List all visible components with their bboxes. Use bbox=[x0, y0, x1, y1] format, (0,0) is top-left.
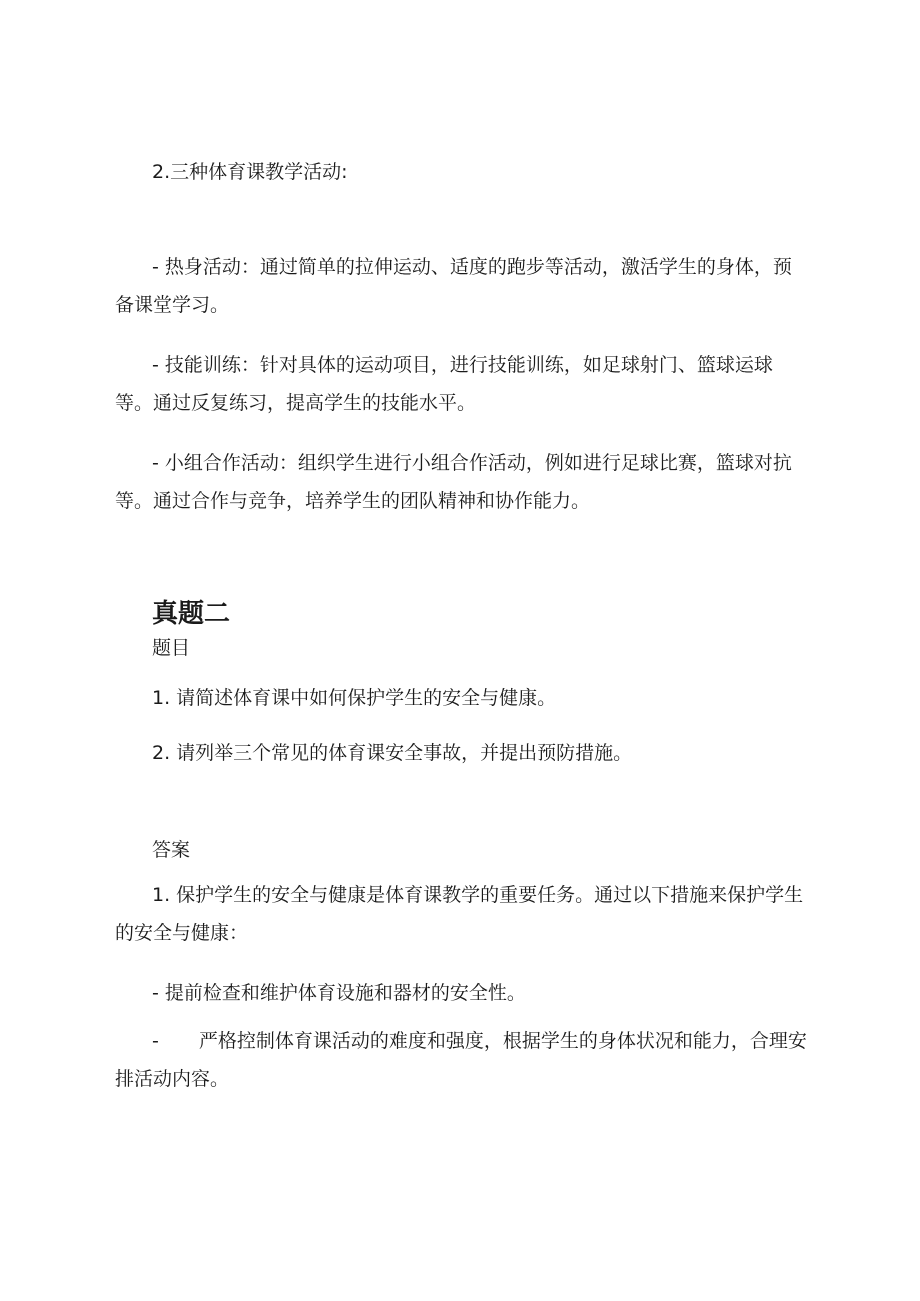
section-heading: 真题二 bbox=[152, 599, 231, 629]
answer-bullet-2-dash: - bbox=[152, 1030, 159, 1052]
answer-intro: 1. 保护学生的安全与健康是体育课教学的重要任务。通过以下措施来保护学生的安全与健康： bbox=[115, 884, 804, 944]
answer-bullet-2-text: 严格控制体育课活动的难度和强度，根据学生的身体状况和能力，合理安排活动内容。 bbox=[115, 1030, 807, 1090]
answer-bullet-2 bbox=[0, 1022, 920, 1098]
answer-label: 答案 bbox=[152, 839, 191, 861]
question-label: 题目 bbox=[152, 637, 191, 659]
answer-bullet-1: - 提前检查和维护体育设施和器材的安全性。 bbox=[152, 982, 526, 1004]
item-2-title: 2.三种体育课教学活动: bbox=[152, 161, 348, 183]
bullet-warmup: - 热身活动：通过简单的拉伸运动、适度的跑步等活动，激活学生的身体，预备课堂学习。 bbox=[115, 256, 792, 316]
bullet-skill-training: - 技能训练：针对具体的运动项目，进行技能训练，如足球射门、篮球运球等。通过反复练习，提高学生的技能水平。 bbox=[115, 354, 773, 414]
question-2: 2. 请列举三个常见的体育课安全事故，并提出预防措施。 bbox=[152, 742, 633, 764]
bullet-group-activity: - 小组合作活动：组织学生进行小组合作活动，例如进行足球比赛，篮球对抗等。通过合作与竞争，培养学生的团队精神和协作能力。 bbox=[115, 452, 792, 512]
question-1: 1. 请简述体育课中如何保护学生的安全与健康。 bbox=[152, 687, 557, 709]
